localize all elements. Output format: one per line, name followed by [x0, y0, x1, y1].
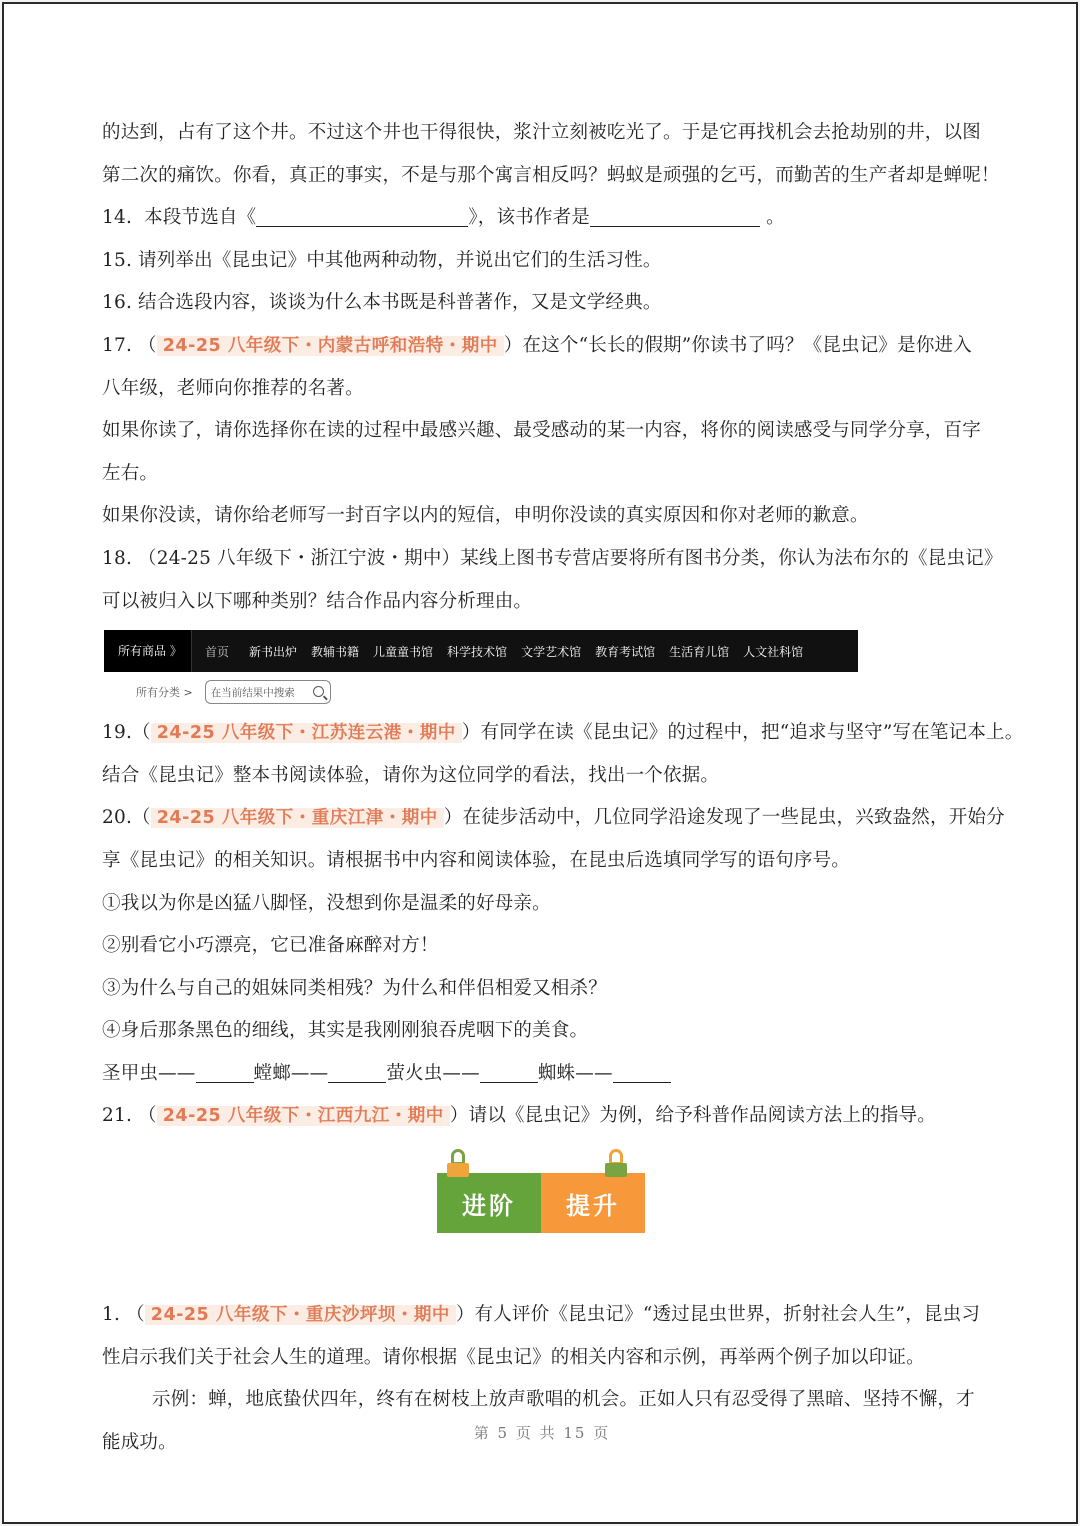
- text-line: 的达到，占有了这个井。不过这个井也干得很快，浆汁立刻被吃光了。于是它再找机会去抢劫别的井，以图: [102, 122, 981, 143]
- question-17: [102, 325, 1002, 368]
- paren: （: [138, 1105, 157, 1127]
- question-text: ）请以《昆虫记》为例，给予科普作品阅读方法上的指导。: [449, 1105, 936, 1127]
- text-line: 如果你没读，请你给老师写一封百字以内的短信，申明你没读的真实原因和你对老师的歉意。: [102, 505, 869, 527]
- source-tag: 24-25 八年级下・重庆江津・期中: [151, 808, 444, 828]
- insect-label: 蜘蛛——: [537, 1062, 613, 1084]
- question-14: [102, 197, 1002, 240]
- nav-category[interactable]: 教育考试馆: [595, 644, 656, 659]
- question-19: [102, 712, 1024, 755]
- answer-blank[interactable]: [590, 203, 760, 227]
- nav-category[interactable]: 儿童童书馆: [373, 644, 434, 659]
- example-line: 能成功。: [102, 1431, 177, 1453]
- source-tag: 24-25 八年级下・江苏连云港・期中: [151, 723, 462, 743]
- option-line: ③为什么与自己的姐妹同类相残？为什么和伴侣相爱又相杀？: [102, 977, 607, 999]
- question-number: 20.: [102, 807, 133, 829]
- text-line: 结合《昆虫记》整本书阅读体验，请你为这位同学的看法，找出一个依据。: [102, 764, 720, 786]
- breadcrumb[interactable]: 所有分类 >: [136, 686, 193, 700]
- question-text: 。: [766, 207, 785, 229]
- nav-category[interactable]: 新书出炉: [249, 644, 298, 659]
- text-line: 享《昆虫记》的相关知识。请根据书中内容和阅读体验，在昆虫后选填同学写的语句序号。: [102, 849, 851, 871]
- paren: （: [132, 807, 151, 829]
- question-number: 16.: [102, 292, 133, 314]
- question-text: 本段节选自《: [144, 207, 257, 229]
- question-text: 》，该书作者是: [468, 207, 590, 229]
- question-18: [102, 538, 1002, 581]
- section-badge-area: [102, 1138, 1002, 1294]
- nav-category[interactable]: 人文社科馆: [743, 644, 804, 659]
- badge-right-text: 提升: [541, 1173, 645, 1233]
- page-footer: 第 5 页 共 15 页: [473, 1424, 611, 1442]
- text-line: 可以被归入以下哪种类别？结合作品内容分析理由。: [102, 590, 533, 612]
- document-page: [2, 2, 1078, 1524]
- nav-category[interactable]: 教辅书籍: [311, 644, 360, 659]
- question-16: [102, 282, 1002, 325]
- question-number: 18.: [102, 547, 133, 569]
- example-line: 示例：蝉，地底蛰伏四年，终有在树枝上放声歌唱的机会。正如人只有忍受得了黑暗、坚持不懈，才: [152, 1389, 975, 1411]
- question-20: [102, 797, 1005, 840]
- nav-category[interactable]: 文学艺术馆: [521, 644, 582, 659]
- text-line: 如果你读了，请你选择你在读的过程中最感兴趣、最受感动的某一内容，将你的阅读感受与同学分享，百字: [102, 420, 981, 442]
- question-number: 17.: [102, 334, 133, 356]
- option-line: ②别看它小巧漂亮，它已准备麻醉对方！: [102, 935, 439, 957]
- page-content: [102, 112, 1024, 1464]
- source-tag: 24-25 八年级下・江西九江・期中: [157, 1106, 450, 1126]
- question-text: 结合选段内容，谈谈为什么本书既是科普著作，又是文学经典。: [138, 292, 662, 314]
- question-text: （24-25 八年级下・浙江宁波・期中）某线上图书专营店要将所有图书分类，你认为法布尔的《昆虫记》: [138, 547, 1003, 569]
- search-placeholder: 在当前结果中搜索: [210, 686, 295, 699]
- option-line: ①我以为你是凶猛八脚怪，没想到你是温柔的好母亲。: [102, 892, 551, 914]
- paren: （: [138, 334, 157, 356]
- answer-blank[interactable]: [196, 1059, 254, 1083]
- binder-clip-icon: [447, 1149, 469, 1183]
- insect-label: 萤火虫——: [386, 1062, 480, 1084]
- text-line: 第二次的痛饮。你看，真正的事实，不是与那个寓言相反吗？蚂蚁是顽强的乞丐，而勤苦的生产者却是蝉呢！: [102, 164, 1000, 186]
- question-number: 19.: [102, 722, 133, 744]
- answer-blank[interactable]: [256, 203, 468, 227]
- nav-home[interactable]: 首页: [204, 644, 229, 659]
- store-subnav: [102, 672, 1002, 712]
- question-15: [102, 240, 1002, 283]
- question-text: ）在这个“长长的假期”你读书了吗？《昆虫记》是你进入: [503, 334, 972, 356]
- paren: （: [126, 1304, 145, 1326]
- advanced-section-badge: [437, 1173, 645, 1233]
- question-text: 请列举出《昆虫记》中其他两种动物，并说出它们的生活习性。: [138, 249, 662, 271]
- question-number: 15.: [102, 249, 133, 271]
- fill-in-line: [102, 1053, 1002, 1096]
- option-line: ④身后那条黑色的细线，其实是我刚刚狼吞虎咽下的美食。: [102, 1020, 589, 1042]
- search-input[interactable]: [205, 680, 331, 704]
- search-icon[interactable]: [313, 686, 324, 697]
- question-number: 21.: [102, 1105, 133, 1127]
- nav-category[interactable]: 生活育儿馆: [669, 644, 730, 659]
- answer-blank[interactable]: [328, 1059, 386, 1083]
- store-nav-bar: [104, 630, 858, 672]
- badge-left-text: 进阶: [437, 1173, 541, 1233]
- question-text: ）在徒步活动中，几位同学沿途发现了一些昆虫，兴致盎然，开始分: [443, 807, 1005, 829]
- text-line: 八年级，老师向你推荐的名著。: [102, 377, 364, 399]
- answer-blank[interactable]: [480, 1059, 538, 1083]
- text-line: 左右。: [102, 462, 159, 484]
- question-21: [102, 1095, 1002, 1138]
- insect-label: 圣甲虫——: [102, 1062, 196, 1084]
- all-products-menu[interactable]: 所有商品 》: [104, 630, 192, 672]
- advanced-question-1: [102, 1294, 1002, 1337]
- question-text: ）有人评价《昆虫记》“透过昆虫世界，折射社会人生”，昆虫习: [455, 1304, 981, 1326]
- insect-label: 螳螂——: [253, 1062, 329, 1084]
- question-number: 1.: [102, 1304, 121, 1326]
- question-text: ）有同学在读《昆虫记》的过程中，把“追求与坚守”写在笔记本上。: [461, 722, 1024, 744]
- text-line: 性启示我们关于社会人生的道理。请你根据《昆虫记》的相关内容和示例，再举两个例子加以印证。: [102, 1346, 925, 1368]
- paren: （: [132, 722, 151, 744]
- source-tag: 24-25 八年级下・重庆沙坪坝・期中: [145, 1305, 456, 1325]
- binder-clip-icon: [605, 1149, 627, 1183]
- answer-blank[interactable]: [613, 1059, 671, 1083]
- question-number: 14.: [102, 207, 133, 229]
- source-tag: 24-25 八年级下・内蒙古呼和浩特・期中: [157, 336, 504, 356]
- nav-category[interactable]: 科学技术馆: [447, 644, 508, 659]
